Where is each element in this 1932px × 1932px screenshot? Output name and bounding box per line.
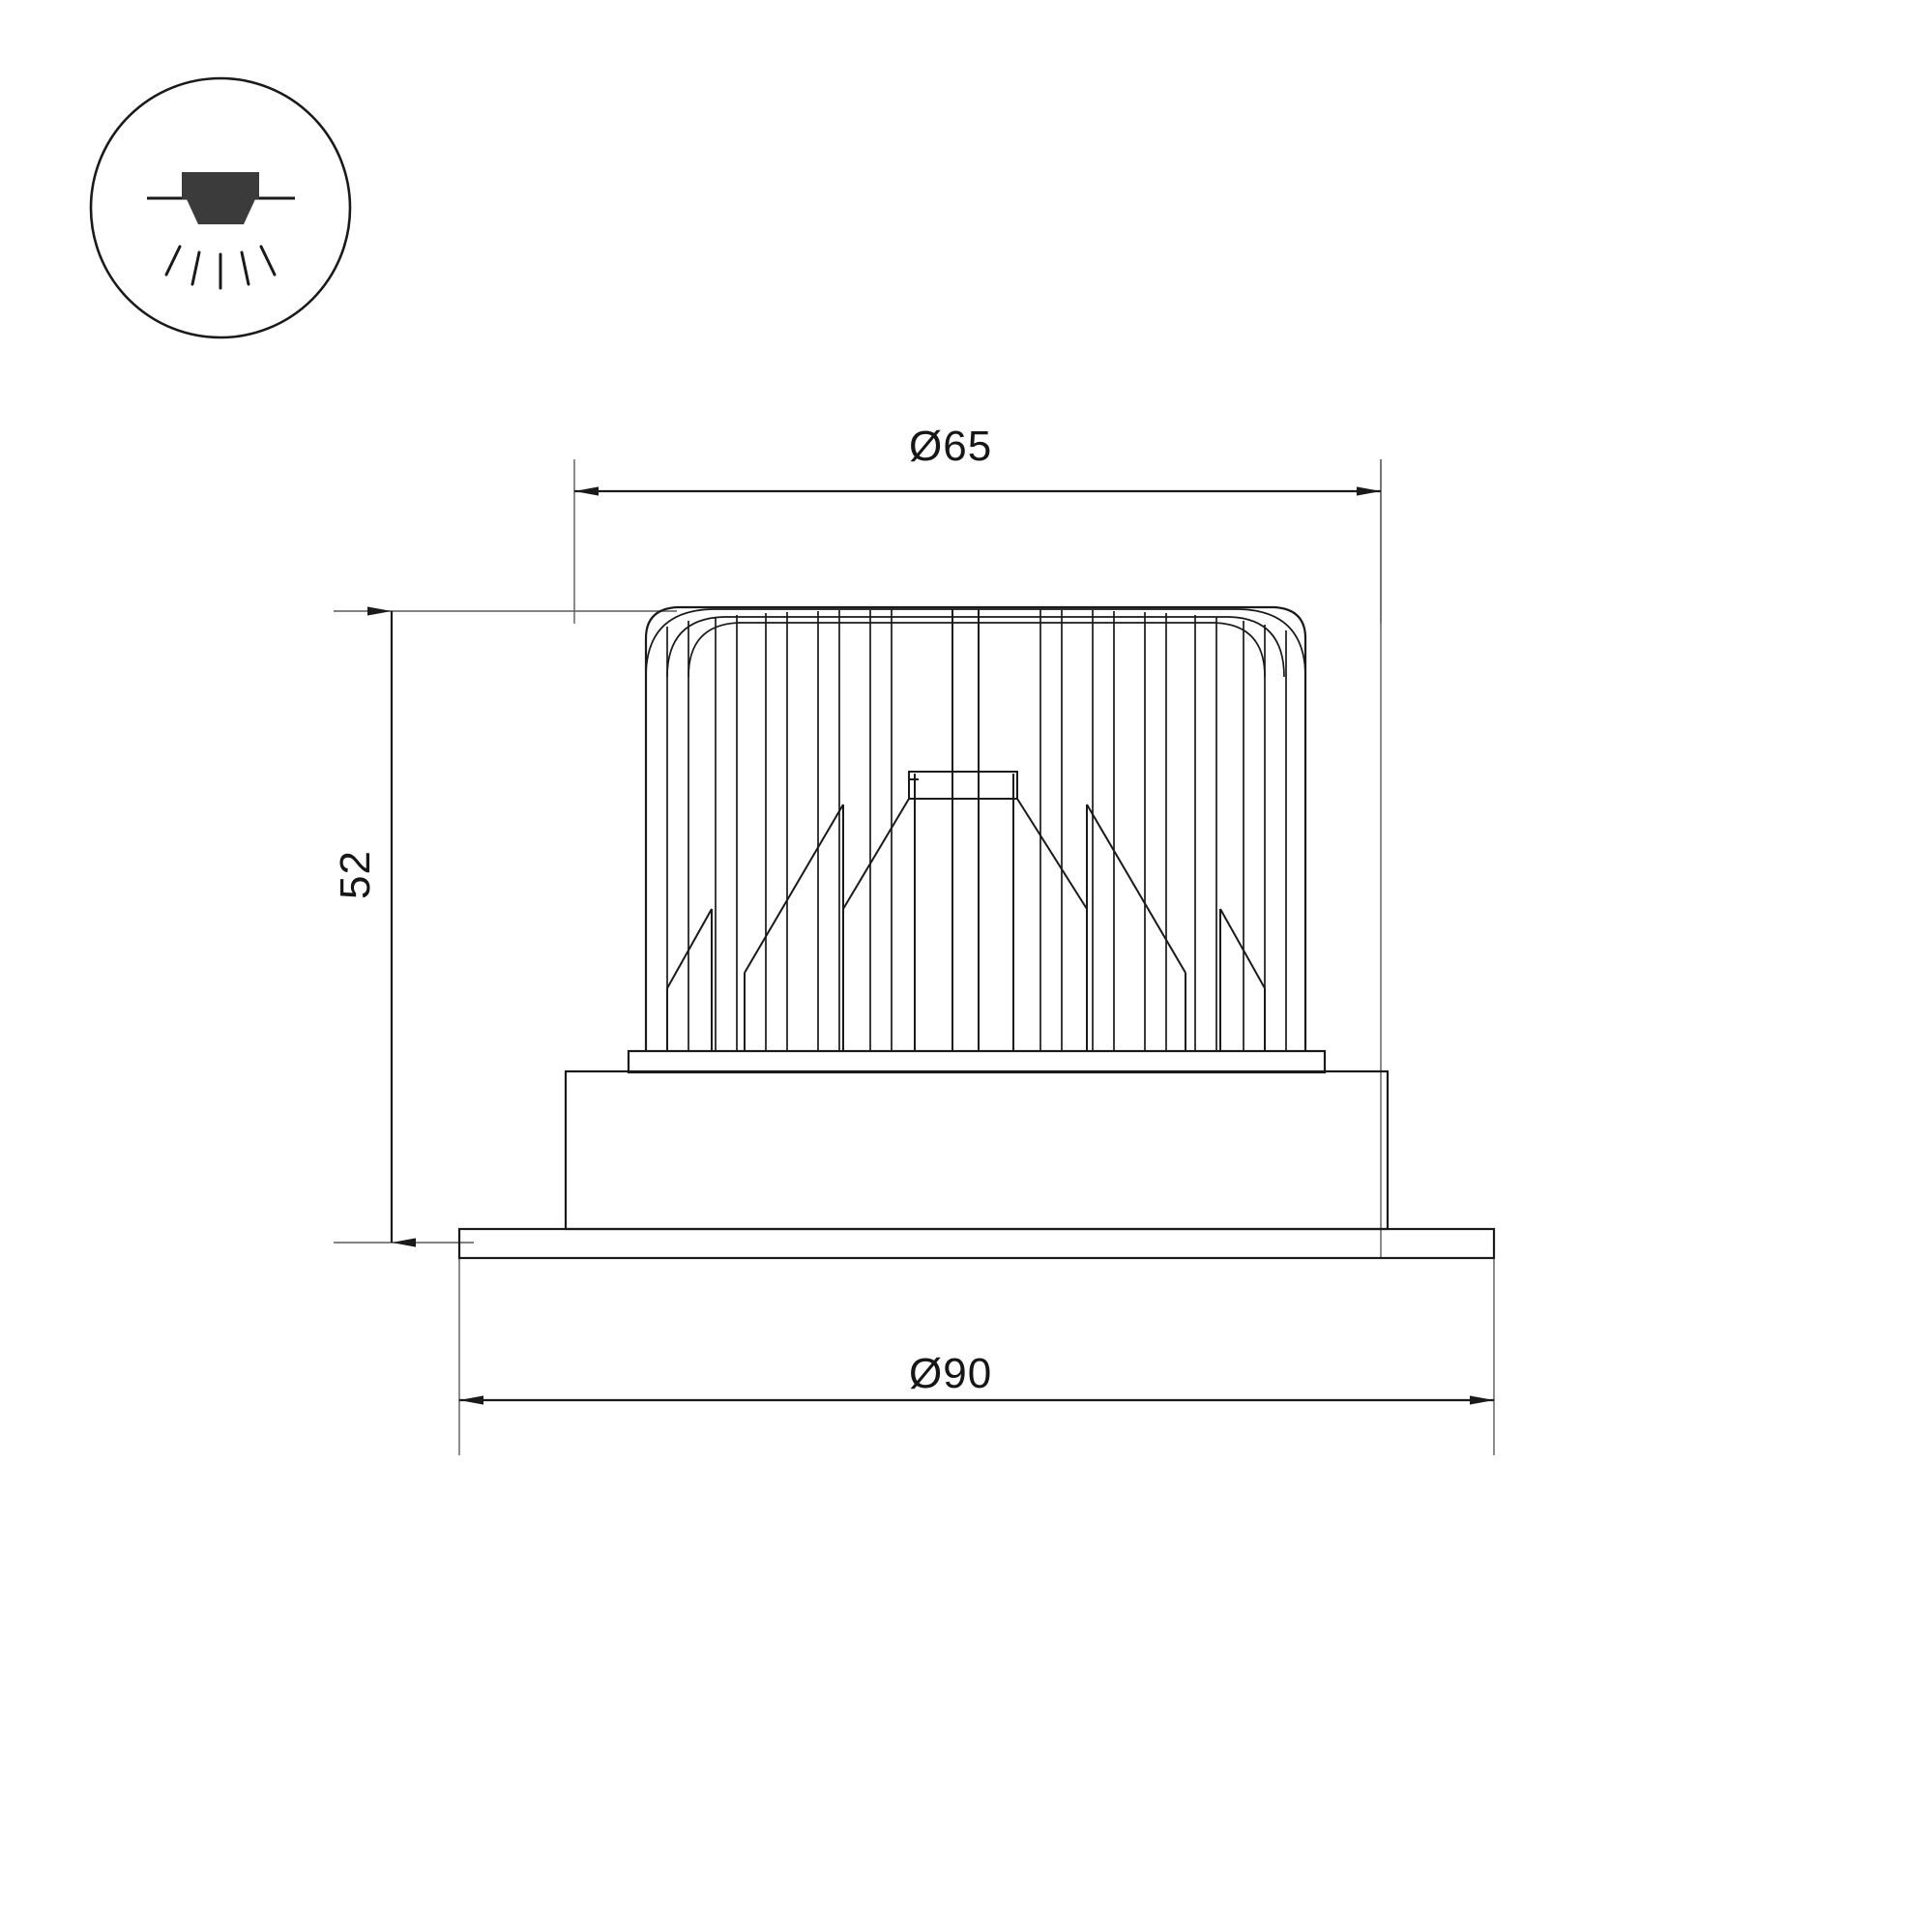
product-section-view bbox=[459, 607, 1494, 1258]
heatsink-fins-right bbox=[1040, 609, 1305, 1051]
heatsink-core-fins bbox=[952, 609, 979, 1051]
icon-light-rays bbox=[166, 247, 275, 288]
dimension-label-height: 52 bbox=[332, 850, 379, 899]
mounting-flange bbox=[459, 1229, 1494, 1258]
housing-body bbox=[566, 1071, 1388, 1229]
dimension-lines bbox=[392, 491, 1494, 1400]
heatsink-fins-left bbox=[646, 609, 892, 1051]
heatsink-fin-top-arcs bbox=[646, 609, 1305, 677]
heatsink-base-step bbox=[629, 1051, 1325, 1072]
heatsink-base-plate bbox=[629, 1051, 1325, 1072]
icon-fixture-cone bbox=[187, 199, 255, 224]
dimension-label-flange-diameter: Ø90 bbox=[909, 1350, 993, 1397]
icon-fixture-body bbox=[182, 172, 259, 199]
internal-ribs-right bbox=[1017, 799, 1265, 1051]
internal-ribs-left bbox=[667, 799, 909, 1051]
dimension-label-top-diameter: Ø65 bbox=[909, 423, 993, 470]
inner-reflector-profile bbox=[909, 772, 1017, 1051]
ceiling-downlight-icon bbox=[91, 78, 350, 337]
